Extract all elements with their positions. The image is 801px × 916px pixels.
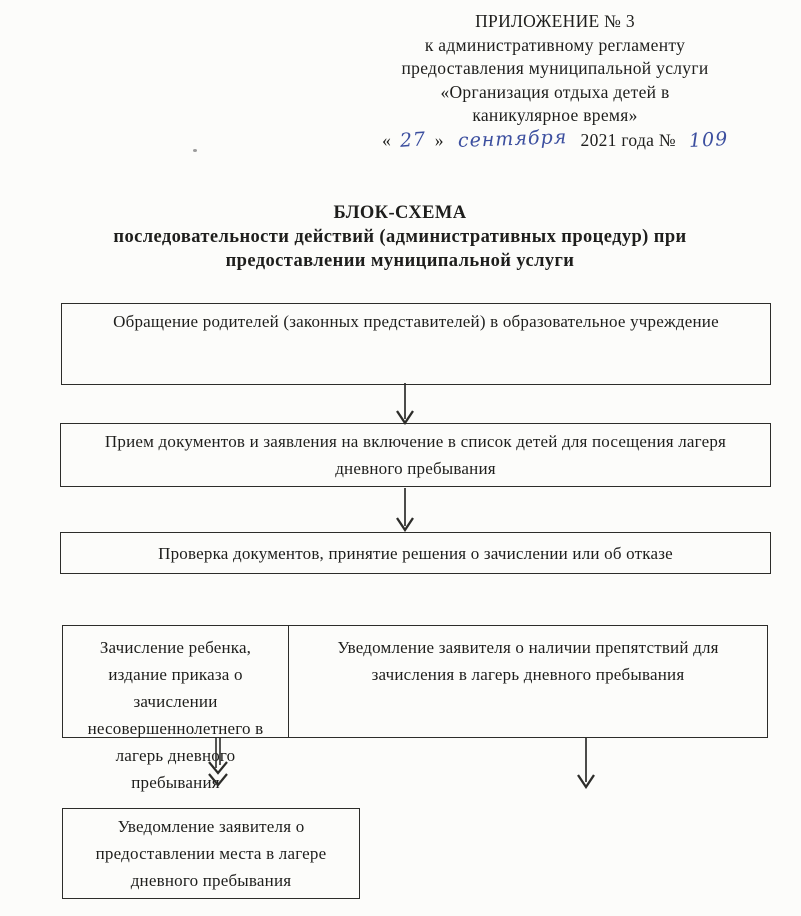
flow-box-intake-label: Прием документов и заявления на включение в список детей для посещения лагеря дневного пребывания	[104, 432, 727, 478]
date-open-quote: «	[382, 129, 392, 150]
title-line-1: БЛОК-СХЕМА	[333, 203, 467, 223]
flow-arrow-3-down	[571, 738, 601, 789]
flow-box-enrollment-label: Зачисление ребенка, издание приказа о зачислении несовершеннолетнего в лагерь дневного пребывания	[87, 638, 264, 792]
flow-box-review	[60, 532, 771, 574]
flow-box-refusal-notice-label: Уведомление заявителя о наличии препятствий для зачисления в лагерь дневного пребывания	[337, 638, 719, 684]
flow-box-review-label: Проверка документов, принятие решения о зачислении или об отказе	[158, 543, 673, 563]
title-line-2: последовательности действий (административных процедур) при	[113, 227, 687, 247]
flow-arrow-2-down	[390, 488, 420, 532]
scan-speck	[193, 149, 197, 152]
document-header	[335, 10, 775, 152]
header-line-service: предоставления муниципальной услуги	[401, 58, 709, 78]
flow-arrow-double-down	[203, 738, 233, 787]
header-line-quote-1: «Организация отдыха детей в	[440, 81, 670, 102]
flow-box-application-label: Обращение родителей (законных представителей) в образовательное учреждение	[113, 312, 719, 331]
header-line-appendix: ПРИЛОЖЕНИЕ № 3	[475, 11, 635, 31]
flow-box-application	[61, 303, 771, 385]
flow-box-intake	[60, 423, 771, 487]
date-printed-tail: 2021 года №	[580, 129, 676, 150]
header-line-quote-2: каникулярное время»	[472, 105, 638, 125]
flow-arrow-1-down	[390, 383, 420, 425]
date-close-quote: »	[434, 129, 444, 150]
handwritten-month: сентября	[458, 125, 569, 152]
title-line-3: предоставлении муниципальной услуги	[225, 251, 575, 271]
header-line-regulation: к административному регламенту	[424, 34, 686, 55]
handwritten-day: 27	[399, 127, 427, 152]
flow-box-placement-notice	[62, 808, 360, 899]
flow-box-decision	[62, 625, 768, 792]
handwritten-document-number: 109	[688, 127, 729, 152]
flow-box-refusal-notice	[288, 626, 767, 737]
date-line	[335, 125, 775, 153]
page-title	[70, 201, 730, 273]
flow-box-enrollment	[63, 626, 288, 792]
flow-box-placement-notice-label: Уведомление заявителя о предоставлении места в лагере дневного пребывания	[95, 817, 327, 890]
